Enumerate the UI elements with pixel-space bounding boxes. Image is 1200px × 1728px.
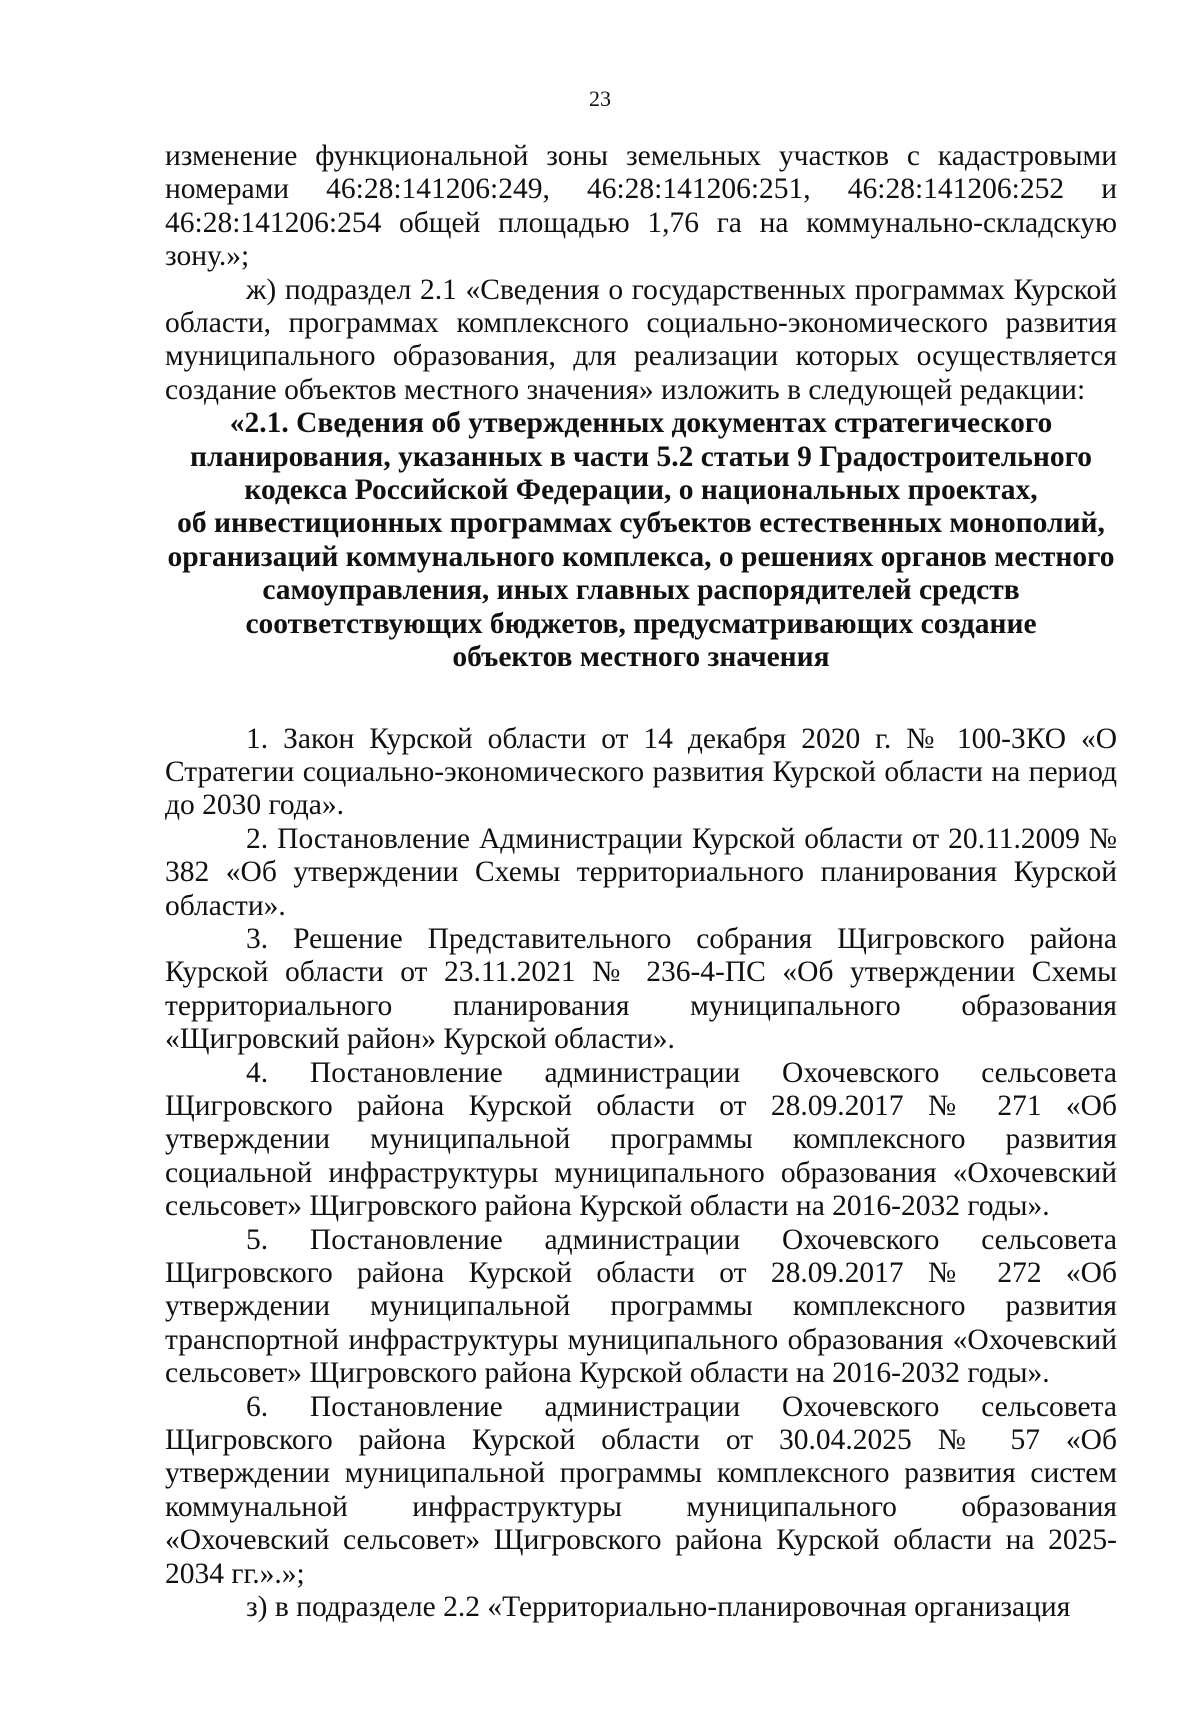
- list-item: 5. Постановление администрации Охочевского сельсовета Щигровского района Курской области от 28.09.2017 № 272 «Об утверждении муниципальной программы комплексного развития транспортной инфраструктуры муниципального образования «Охочевский сельсовет» Щигровского района Курской области на 2016-2032 годы».: [165, 1223, 1117, 1390]
- heading-line: об инвестиционных программах субъектов естественных монополий,: [177, 507, 1105, 540]
- heading-line: соответствующих бюджетов, предусматривающих создание: [245, 607, 1037, 640]
- document-body: [165, 140, 1117, 1624]
- page-number: 23: [589, 86, 611, 111]
- heading-line: самоуправления, иных главных распорядителей средств: [262, 574, 1020, 607]
- paragraph-item-zh: ж) подраздел 2.1 «Сведения о государственных программах Курской области, программах комплексного социально-экономического развития муниципального образования, для реализации которых осуществляется создание объектов местного значения» изложить в следующей редакции:: [165, 273, 1117, 406]
- section-heading: [165, 407, 1117, 674]
- list-item: 3. Решение Представительного собрания Щигровского района Курской области от 23.11.2021 № 236-4-ПС «Об утверждении Схемы территориального планирования муниципального образования «Щигровский район» Курской области».: [165, 922, 1117, 1056]
- list-item: 2. Постановление Администрации Курской области от 20.11.2009 № 382 «Об утверждении Схемы территориального планирования Курской области».: [165, 822, 1117, 922]
- heading-line: организаций коммунального комплекса, о решениях органов местного: [167, 540, 1115, 573]
- paragraph-item-z: з) в подразделе 2.2 «Территориально-планировочная организация: [246, 1591, 1071, 1624]
- heading-line: планирования, указанных в части 5.2 статьи 9 Градостроительного: [189, 440, 1093, 473]
- heading-line: «2.1. Сведения об утвержденных документах стратегического: [229, 407, 1053, 440]
- list-item: 6. Постановление администрации Охочевского сельсовета Щигровского района Курской области от 30.04.2025 № 57 «Об утверждении муниципальной программы комплексного развития систем коммунальной инфраструктуры муниципального образования «Охочевский сельсовет» Щигровского района Курской области на 2025-2034 гг.».»;: [165, 1390, 1117, 1590]
- list-item: 1. Закон Курской области от 14 декабря 2020 г. № 100-ЗКО «О Стратегии социально-экономического развития Курской области на период до 2030 года».: [165, 722, 1117, 822]
- heading-line: объектов местного значения: [452, 641, 830, 674]
- list-item: 4. Постановление администрации Охочевского сельсовета Щигровского района Курской области от 28.09.2017 № 271 «Об утверждении муниципальной программы комплексного развития социальной инфраструктуры муниципального образования «Охочевский сельсовет» Щигровского района Курской области на 2016-2032 годы».: [165, 1056, 1117, 1223]
- paragraph-intro: изменение функциональной зоны земельных участков с кадастровыми номерами 46:28:141206:249, 46:28:141206:251, 46:28:141206:252 и 46:28:141206:254 общей площадью 1,76 га на коммунально-складскую зону.»;: [165, 140, 1117, 273]
- spacer: [165, 675, 1117, 723]
- heading-line: кодекса Российской Федерации, о национальных проектах,: [244, 474, 1038, 507]
